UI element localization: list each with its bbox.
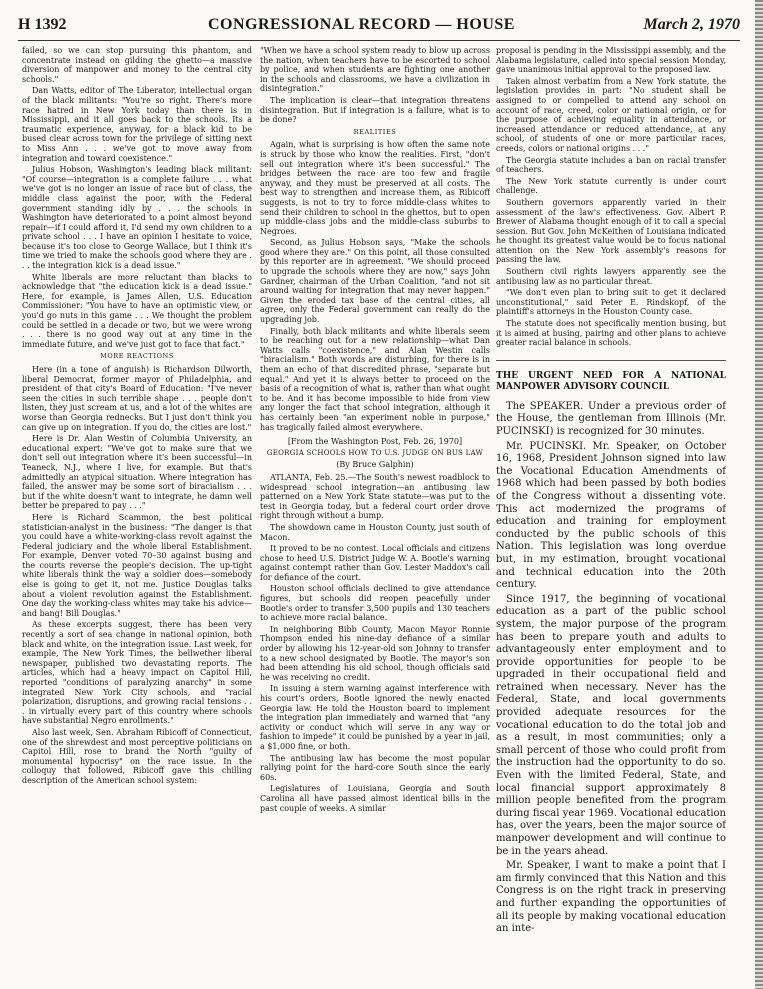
paragraph: Legislatures of Louisiana, Georgia and South Carolina all have passed almost identical bills in the past couple of weeks. A similar [260,784,490,813]
paragraph: failed, so we can stop pursuing this phantom, and concentrate instead on gilding the ghetto—a massive diversion of manpower and money to the central city schools." [22,46,252,84]
source-note: [From the Washington Post, Feb. 26, 1970] [287,437,463,447]
paragraph: proposal is pending in the Mississippi assembly, and the Alabama legislature, called into special session Monday, gave unanimous initial approval to the proposed law. [496,46,726,75]
page-binding-edge [755,0,763,989]
publication-title: CONGRESSIONAL RECORD — HOUSE [208,16,515,33]
paragraph: Julius Hobson, Washington's leading black militant: "Of course—integration is a complete failure . . . what we've got is no longer an issue of race but of class, the middle class against the poor, with the Federal government standing idly by . . . the schools in Washington have deteriorated to a point almost beyond repair—if I could afford it, I'd send my own children to a private school . . . I have an opinion I hesitate to voice, because it's too close to George Wallace, but I think it's time we tried to make the schools good where they are . . . the integration kick is a dead issue." [22,165,252,271]
section-heading: THE URGENT NEED FOR A NATIONAL MANPOWER ADVISORY COUNCIL [496,360,726,393]
paragraph: Again, what is surprising is how often the same note is struck by those who know the realities. First, "don't sell out integration where it's been successful." The bridges between the race are too few and fragile anyway, and they must be preserved at all costs. The best way to strengthen and increase them, as Ribicoff suggests, is not to try to force middle-class whites to send their children to school in the ghettos, but to open up middle-class jobs and the middle-class suburbs to Negroes. [260,140,490,236]
paragraph: Finally, both black militants and white liberals seem to be reaching out for a new relationship—what Dan Watts calls "coexistence," and Alan Westin calls "biracialism." Both words are disturbing, for there is in them an echo of that discredited phrase, "separate but equal." And yet it is always better to proceed on the basis of a recognition of what is, rather than what ought to be. And it has become impossible to hide from view any longer the fact that school integration, although it has certainly been "an experiment noble in purpose," has tragically failed almost everywhere. [260,326,490,432]
paragraph: Houston school officials declined to give attendance figures, but schools did reopen peacefully under Bootle's order to transfer 3,500 pupils and 130 teachers to achieve more racial balance. [260,584,490,623]
paragraph: Since 1917, the beginning of vocational education as a part of the public school system, the major purpose of the program has been to prepare youth and adults to advantageously enter employment and to provide opportunities for people to be upgraded in their occupational field and retrained when necessary. Never has the Federal, State, and local governments provided adequate resources for the vocational education to do the total job and as a result, in most communities; only a small percent of those who could profit from the instruction had the opportunity to do so. Even with the limited Federal, State, and local financial support approximately 8 million people benefited from the program during fiscal year 1969. Vocational education has, over the years, been the major source of manpower development and will continue to be in the years ahead. [496,593,726,857]
paragraph: The antibusing law has become the most popular rallying point for the hard-core South since the early 60s. [260,753,490,782]
header-rule [18,40,740,41]
paragraph: The Georgia statute includes a ban on racial transfer of teachers. [496,155,726,175]
paragraph: In issuing a stern warning against interference with his court's orders, Bootle ignored the newly enacted Georgia law. He told the Houston board to implement the integration plan immediately and warned that "any activity or conduct which will serve in any way or fashion to impede" it could be punished by a year in jail, a $1,000 fine, or both. [260,684,490,751]
paragraph: Here (in a tone of anguish) is Richardson Dilworth, liberal Democrat, former mayor of Philadelphia, and president of that city's Board of Education: "I've never seen the cities in such terrible shape . . . people don't listen, they just scream at us, and a lot of the whites are worse than Georgia rednecks. But I just don't think you can give up on integration. If you do, the cities are lost." [22,365,252,432]
subheading: REALITIES [353,127,397,136]
column-2 [260,46,490,976]
paragraph: In neighboring Bibb County, Macon Mayor Ronnie Thompson ended his nine-day defiance of a similar order by allowing his 12-year-old son Johnny to transfer to a new school designated by Bootle. The mayor's son had been attending his old school, though officials said he was receiving no credit. [260,624,490,682]
paragraph: Here is Dr. Alan Westin of Columbia University, an educational expert: "We've got to make sure that we don't sell out integration where it's been successful—in Teaneck, N.J., where I live, for example. But that's admittedly an atypical situation. Where integration has failed, the answer may be some sort of biracialism . . . but if the white doesn't want to integrate, he damn well better be prepared to pay . . ." [22,434,252,511]
article-title: GEORGIA SCHOOLS HOW TO U.S. JUDGE ON BUS LAW [266,448,484,457]
paragraph: The implication is clear—that integration threatens disintegration. But if integration is a failure, what is to be done? [260,95,490,125]
paragraph: "We don't even plan to bring suit to get it declared unconstitutional," said Peter E. Rindskopf, of the plaintiff's attorneys in the Houston County case. [496,288,726,317]
paragraph: It proved to be no contest. Local officials and citizens chose to heed U.S. District Judge W. A. Bootle's warning against contempt rather than Gov. Lester Maddox's call for defiance of the court. [260,544,490,582]
page-number: H 1392 [18,16,67,33]
issue-date: March 2, 1970 [643,16,740,33]
paragraph: ATLANTA, Feb. 25.—The South's newest roadblock to widespread school integration—an antibusing law patterned on a New York State statute—was put to the test in Georgia today, but a federal court order drove right through without a bump. [260,472,490,521]
paragraph: The New York statute currently is under court challenge. [496,176,726,196]
paragraph: Taken almost verbatim from a New York statute, the legislation provides in part: "No student shall be assigned to or compelled to attend any school on account of race, creed, color or national origin, or for the purpose of achieving equality in attendance, or increased attendance or reduced attendance, at any school, of students of one or more particular races, creeds, colors or national origins . . ." [496,76,726,153]
column-3 [496,46,726,976]
paragraph: White liberals are more reluctant than blacks to acknowledge that "the education kick is a dead issue." Here, for example, is James Allen, U.S. Education Commissioner: "You have to have an optimistic view, or you'd go nuts in this game . . . We thought the problem could be settled in a decade or two, but we were wrong . . . there is no good way out at any time in the immediate future, and we've just got to face that fact." [22,272,252,349]
column-1 [22,46,252,976]
paragraph: Mr. Speaker, I want to make a point that I am firmly convinced that this Nation and this Congress is on the right track in preserving and further expanding the opportunities of all its people by making vocational education an inte- [496,860,726,935]
subheading: MORE REACTIONS [100,352,174,361]
paragraph: The SPEAKER. Under a previous order of the House, the gentleman from Illinois (Mr. PUCINSKI) is recognized for 30 minutes. [496,400,726,437]
page-header [18,10,740,40]
paragraph: Also last week, Sen. Abraham Ribicoff of Connecticut, one of the shrewdest and most perceptive politicians on Capitol Hill, rose to brand the North "guilty of monumental hypocrisy" on the race issue. In the colloquy that followed, Ribicoff gave this chilling description of the American school system: [22,727,252,785]
paragraph: Southern governors apparently varied in their assessment of the law's effectiveness. Gov. Albert P. Brewer of Alabama thought enough of it to call a special session. But Gov. John McKeithen of Louisiana indicated he thought its greatest value would be to focus national attention on the New York assembly's reasons for passing the law. [496,197,726,265]
byline: (By Bruce Galphin) [336,460,414,470]
paragraph: Mr. PUCINSKI. Mr. Speaker, on October 16, 1968, President Johnson signed into law the Vocational Education Amendments of 1968 which had been passed by both bodies of the Congress without a dissenting vote. This act modernized the programs of education and training for employment conducted by the public schools of this Nation. This legislation was long overdue but, in my estimation, brought vocational and technical education into the 20th century. [496,440,726,591]
paragraph: The statute does not specifically mention busing, but it is aimed at busing, pairing and other plans to achieve greater racial balance in schools. [496,319,726,348]
paragraph: The showdown came in Houston County, just south of Macon. [260,522,490,542]
paragraph: Dan Watts, editor of The Liberator, intellectual organ of the black militants: "You're so right. There's more race hatred in New York today than there is in Mississippi, and it all goes back to the schools. Its a traumatic experience, anyway, for a black kid to be bused clear across town for the privilege of sitting next to Miss Ann . . . we've got to move away from integration and toward coexistence." [22,86,252,163]
paragraph: Southern civil rights lawyers apparently see the antibusing law as no particular threat. [496,267,726,286]
paragraph: Here is Richard Scammon, the best political statistician-analyst in the business: "The danger is that you could have a white-working-class revolt against the Federal judiciary and the whole liberal Establishment. For example, Denver voted 70–30 against busing and the courts reverse the people's decision. The up-tight white liberals think the way a soldier does—somebody else is going to get it, not me. Justice Douglas talks about a violent revolution against the Establishment. One day the working-class whites may take his advice—and bang! Bill Douglas." [22,512,252,618]
paragraph: Second, as Julius Hobson says, "Make the schools good where they are." On this point, all those consulted by this reporter are in agreement. "We should proceed to upgrade the schools where they are now," says John Gardner, chairman of the Urban Coalition, "and not sit around waiting for integration that may never happen." Given the eroded tax base of the central cities, all agree, only the Federal government can really do the upgrading job. [260,238,490,325]
paragraph: As these excerpts suggest, there has been very recently a sort of sea change in national opinion, both black and white, on the integration issue. Last week, for example, The New York Times, the bellwether liberal newspaper, published two devastating reports. The articles, which had a heavy impact on Capitol Hill, reported "conditions of paralyzing anarchy" in some integrated New York City schools, and "racial polarization, disruptions, and growing racial tensions . . . in virtually every part of this country where schools have substantial Negro enrollments." [22,620,252,726]
paragraph: "When we have a school system ready to blow up across the nation, when teachers have to be escorted to school by police, and when students are fighting one another in the schools and classrooms, we have a civilization in disintegration." [260,46,490,94]
